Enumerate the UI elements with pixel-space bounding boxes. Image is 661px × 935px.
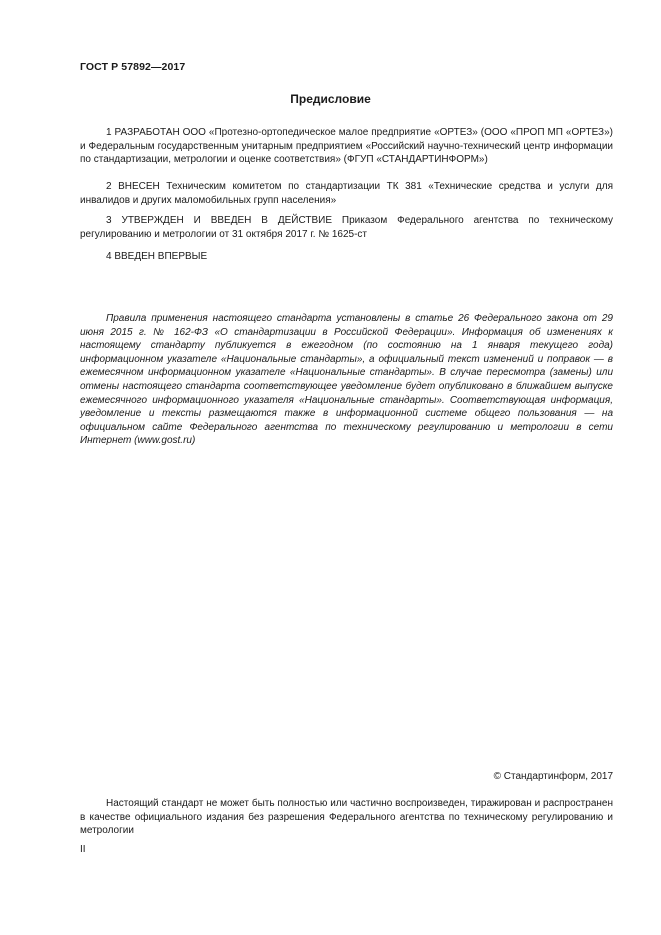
paragraph-introduced-first: 4 ВВЕДЕН ВПЕРВЫЕ (106, 251, 208, 262)
page-number: II (80, 844, 86, 855)
paragraph-submitted-by: 2 ВНЕСЕН Техническим комитетом по стандартизации ТК 381 «Технические средства и услуги для инвалидов и других маломобильных групп населения» (80, 181, 613, 206)
paragraph-approved: 3 УТВЕРЖДЕН И ВВЕДЕН В ДЕЙСТВИЕ Приказом Федерального агентства по техническому регулированию и метрологии от 31 октября 2017 г. № 1625-ст (80, 215, 613, 240)
page-title: Предисловие (290, 92, 371, 106)
application-rules-notice: Правила применения настоящего стандарта установлены в статье 26 Федерального закона от 29 июня 2015 г. № 162-ФЗ «О стандартизации в Российской Федерации». Информация об изменениях к настоящему стандарту публикуется в ежегодном (по состоянию на 1 января текущего года) информационном указателе «Национальные стандарты», а официальный текст изменений и поправок — в ежемесячном информационном указателе «Национальные стандарты». В случае пересмотра (замены) или отмены настоящего стандарта соответствующее уведомление будет опубликовано в ближайшем выпуске ежемесячного информационного указателя «Национальные стандарты». Соответствующая информация, уведомление и тексты размещаются также в информационной системе общего пользования — на официальном сайте Федерального агентства по техническому регулированию и метрологии в сети Интернет (www.gost.ru) (80, 313, 613, 447)
reproduction-notice: Настоящий стандарт не может быть полностью или частично воспроизведен, тиражирован и распространен в качестве официального издания без разрешения Федерального агентства по техническому регулированию и метрологии (80, 798, 613, 836)
document-code: ГОСТ Р 57892—2017 (80, 61, 186, 73)
paragraph-developed-by: 1 РАЗРАБОТАН ООО «Протезно-ортопедическое малое предприятие «ОРТЕЗ» (ООО «ПРОП МП «ОРТЕЗ») и Федеральным государственным унитарным предприятием «Российский научно-технический центр информации по стандартизации, метрологии и оценке соответствия» (ФГУП «СТАНДАРТИНФОРМ») (80, 127, 613, 165)
copyright-notice: © Стандартинформ, 2017 (493, 771, 613, 782)
